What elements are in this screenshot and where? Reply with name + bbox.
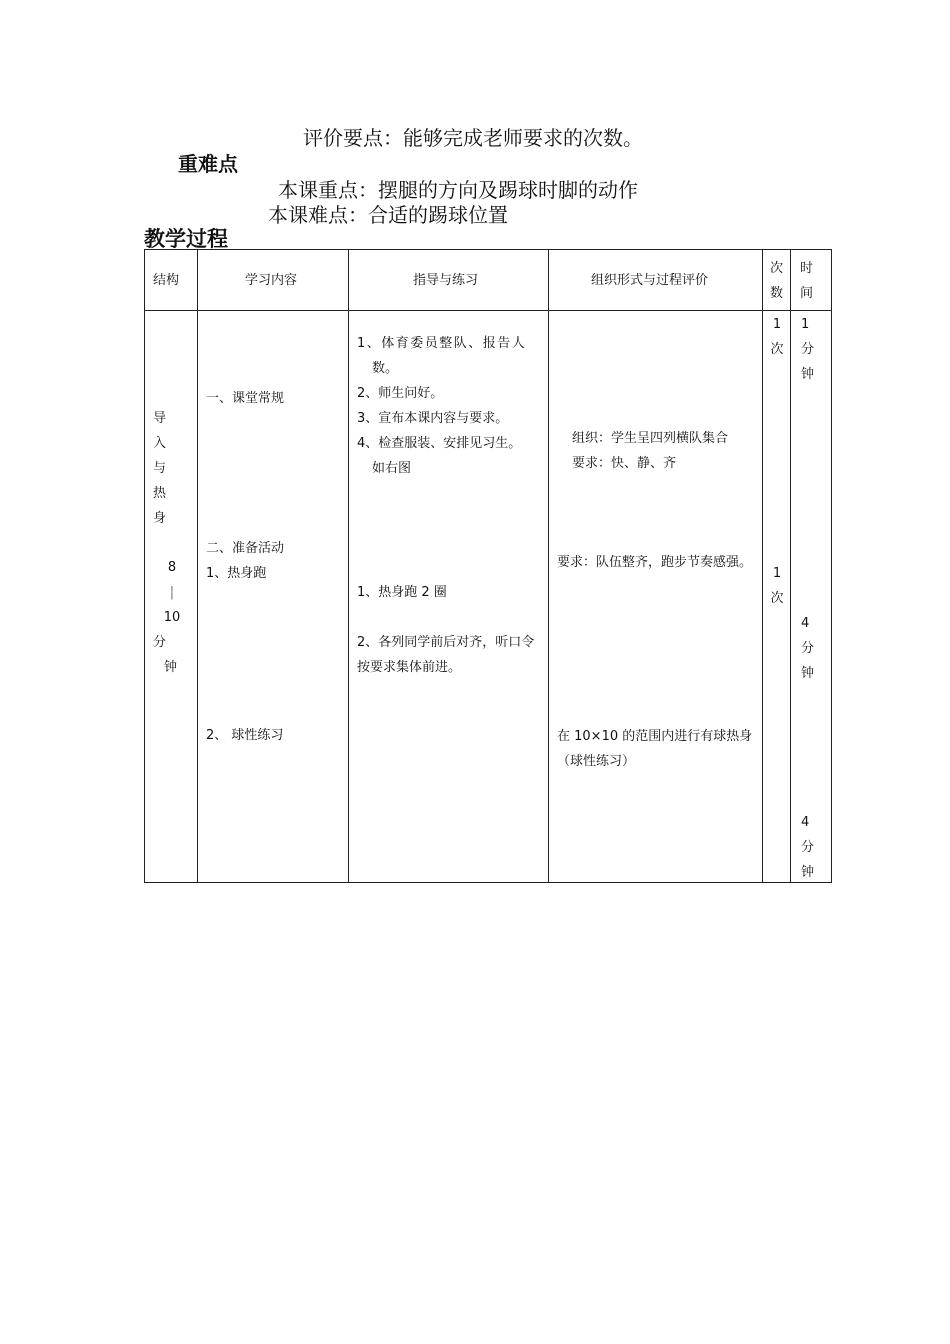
- header-count-1: 次: [770, 261, 784, 276]
- header-divider: [145, 310, 831, 311]
- structure-char: 身: [153, 511, 167, 526]
- guidance-align: 2、各列同学前后对齐，听口令按要求集体前进。: [357, 635, 535, 675]
- time-value: 4: [801, 616, 810, 631]
- column-divider: [197, 250, 198, 882]
- count-value: 1: [772, 317, 782, 332]
- organization-formation: 组织：学生呈四列横队集合: [572, 431, 729, 446]
- structure-duration: 10: [163, 610, 181, 625]
- organization-ball-practice: 在 10×10 的范围内进行有球热身（球性练习）: [557, 729, 753, 769]
- header-time-2: 间: [800, 286, 814, 301]
- header-content: 学习内容: [245, 273, 298, 288]
- time-unit: 分: [801, 840, 815, 855]
- header-time-1: 时: [800, 261, 814, 276]
- guidance-item: 4、检查服装、安排见习生。: [357, 436, 522, 451]
- time-unit: 分: [801, 342, 815, 357]
- column-divider: [348, 250, 349, 882]
- section-heading-process: 教学过程: [144, 227, 228, 251]
- organization-requirement: 要求：快、静、齐: [572, 456, 677, 471]
- structure-char: 导: [153, 411, 167, 426]
- key-point: 本课重点：摆腿的方向及踢球时脚的动作: [278, 178, 638, 202]
- column-divider: [762, 250, 763, 882]
- evaluation-point: 评价要点：能够完成老师要求的次数。: [303, 126, 643, 150]
- guidance-item: 1、体育委员整队、报告人: [357, 336, 527, 351]
- structure-char: 热: [153, 486, 167, 501]
- time-value: 1: [801, 317, 810, 332]
- difficult-point: 本课难点：合适的踢球位置: [268, 203, 508, 227]
- time-value: 4: [801, 815, 810, 830]
- guidance-item: 数。: [372, 361, 399, 376]
- guidance-run: 1、热身跑 2 圈: [357, 585, 447, 600]
- structure-duration: 8: [167, 560, 177, 575]
- structure-char: 与: [153, 461, 167, 476]
- guidance-item: 2、师生问好。: [357, 386, 444, 401]
- content-ball-practice: 2、 球性练习: [206, 728, 284, 743]
- guidance-item: 3、宣布本课内容与要求。: [357, 411, 509, 426]
- count-unit: 次: [770, 342, 784, 357]
- header-structure: 结构: [153, 273, 180, 288]
- count-unit: 次: [770, 591, 784, 606]
- header-organization: 组织形式与过程评价: [591, 273, 709, 288]
- structure-char: 入: [153, 436, 167, 451]
- section-heading-key-difficulty: 重难点: [178, 152, 238, 176]
- lesson-process-table: [144, 249, 832, 883]
- time-unit: 分: [801, 641, 815, 656]
- guidance-item: 如右图: [372, 461, 412, 476]
- content-routine: 一、课堂常规: [206, 391, 285, 406]
- content-warmup-title: 二、准备活动: [206, 541, 285, 556]
- column-divider: [548, 250, 549, 882]
- structure-duration: 钟: [164, 660, 178, 675]
- column-divider: [790, 250, 791, 882]
- organization-run-requirement: 要求：队伍整齐，跑步节奏感强。: [557, 555, 753, 570]
- count-value: 1: [772, 566, 782, 581]
- time-unit: 钟: [801, 666, 815, 681]
- time-unit: 钟: [801, 865, 815, 880]
- time-unit: 钟: [801, 367, 815, 382]
- content-warmup-run: 1、热身跑: [206, 566, 267, 581]
- structure-duration: |: [169, 585, 175, 600]
- structure-duration: 分: [153, 635, 167, 650]
- header-guidance: 指导与练习: [413, 273, 479, 288]
- header-count-2: 数: [770, 286, 784, 301]
